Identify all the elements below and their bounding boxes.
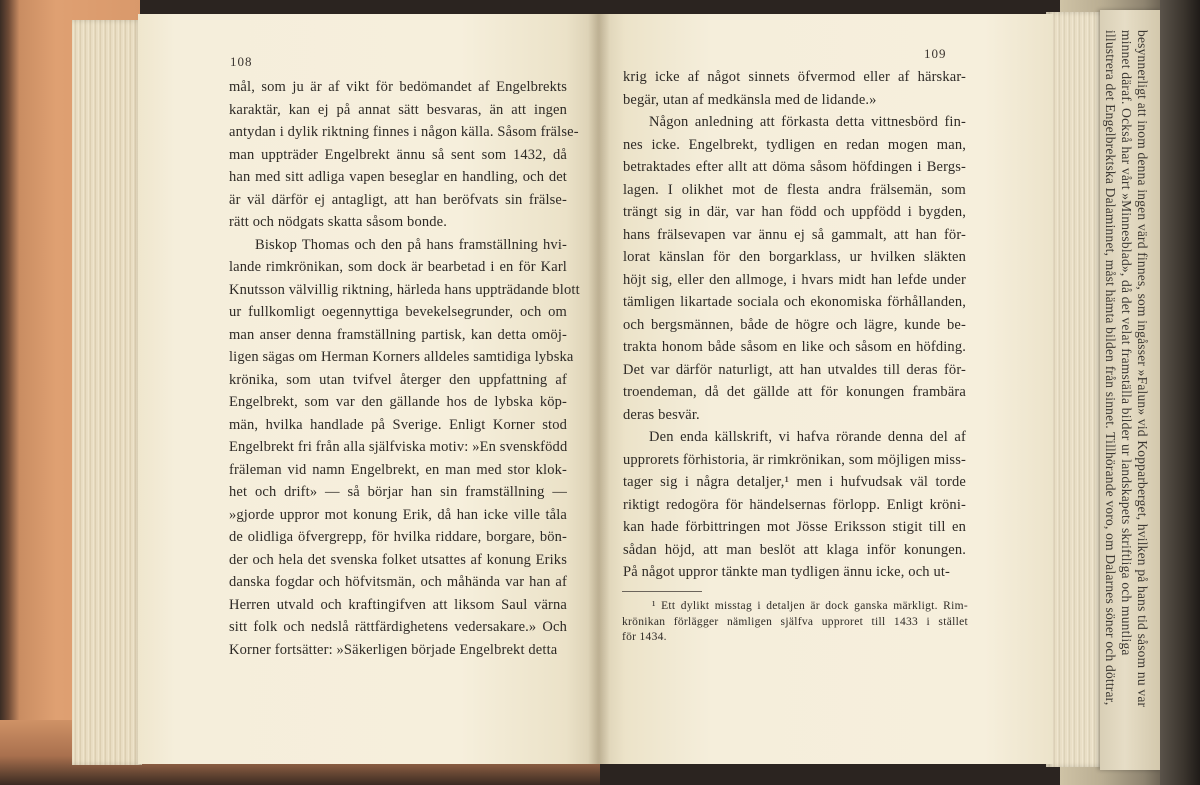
book-spine-right xyxy=(1160,0,1200,785)
inserted-sheet-line: minnet däraf. Också har vårt »Minnesblad», då det velat framställa bilder ur landskapets skriftliga och muntliga xyxy=(1119,30,1134,656)
text-line: hans frälsevapen var ännu ej så gammalt, att han för- xyxy=(623,226,966,243)
left-page-body xyxy=(229,76,580,661)
text-line: är väl därför ej antagligt, att han beröfvats sin frälse- xyxy=(229,191,567,208)
inserted-sheet-text xyxy=(1102,30,1150,750)
text-line: På något uppror tänkte man tydligen ännu icke, och ut- xyxy=(623,564,951,580)
text-line: tämligen likartade sociala och ekonomiska förhållanden, xyxy=(623,294,966,310)
text-line: Korner fortsätter: »Säkerligen började Engelbrekt detta xyxy=(229,641,558,658)
footnote xyxy=(622,599,968,646)
inserted-sheet xyxy=(1100,10,1162,770)
text-line: man anser denna framställning partisk, kan detta omöj- xyxy=(229,326,567,343)
inserted-sheet-line: besynnerligt att inom denna ingen värd finnes, som ingåsser »Falun» vid Kopparberget, hvilken på hans tid såsom nu var xyxy=(1135,30,1150,708)
text-line: män, hvilka handlade på Sverige. Enligt Korner stod xyxy=(229,416,567,433)
text-line: han med sitt adliga vapen beseglar en handling, och det xyxy=(229,169,567,185)
text-line: ur fullkomligt oegennyttiga bevekelsegrunder, och om xyxy=(229,304,567,320)
text-line: Engelbrekt, som var den gällande hos de lybska köp- xyxy=(229,394,567,410)
footnote-line: för 1434. xyxy=(622,631,667,643)
text-line: trängt sig in där, var han född och uppfödd i bygden, xyxy=(623,204,966,220)
text-line: karaktär, kan ej på annat sätt besvaras, än att ingen xyxy=(229,101,567,118)
text-line: fräleman vid namn Engelbrekt, en man med stor klok- xyxy=(229,461,567,478)
text-line: riktigt redogöra för händelsernas förlopp. Enligt kröni- xyxy=(623,496,966,513)
text-line: Knutsson välvillig riktning, härleda hans uppträdande blott xyxy=(229,281,580,298)
left-page-number: 108 xyxy=(230,54,253,69)
book-gutter xyxy=(588,14,610,764)
text-line: Herren utvald och kraftingifven att liksom Saul värna xyxy=(229,596,567,613)
text-line: lorat känslan för den borgarklass, ur hvilken släkten xyxy=(623,249,966,265)
text-line: tager sig i några detaljer,¹ men i hufvudsak väl torde xyxy=(623,474,966,490)
footnote-line: ¹ Ett dylikt misstag i detaljen är dock ganska märkligt. Rim- xyxy=(652,600,968,612)
text-line: Engelbrekt fri från alla själfviska motiv: »En svenskfödd xyxy=(229,439,568,455)
inserted-sheet-line: illustrera det Engelbrektska Dalaminnet, måst hämta bilden från sinnet. Tillhörande voro, om Dalarnes söner och döttrar, xyxy=(1103,30,1118,706)
text-line: och bergsmännen, både de högre och lägre, kunde be- xyxy=(623,316,966,333)
text-line: betraktades efter allt att döma såsom höfdingen i Bergs- xyxy=(623,159,966,175)
text-line: deras besvär. xyxy=(623,406,700,423)
text-line: sitt folk och nedslå rättfärdighetens vedersakare.» Och xyxy=(229,619,567,635)
text-line: ligen sägas om Herman Korners alldeles samtidiga lybska xyxy=(229,349,574,365)
text-line: troendeman, då det gällde att för konungen frambära xyxy=(623,384,966,400)
text-line: danska fogdar och höfvitsmän, och måhända var han af xyxy=(229,574,567,590)
text-line: begär, utan af medkänsla med de lidande.» xyxy=(623,91,877,108)
text-line: mål, som ju är af vikt för bedömandet af Engelbrekts xyxy=(229,79,567,95)
footnote-rule xyxy=(622,591,702,592)
text-line: Den enda källskrift, vi hafva rörande denna del af xyxy=(649,429,966,445)
text-line: Det var därför naturligt, att han utvaldes till deras för- xyxy=(623,361,966,378)
text-line: antydan i dylik riktning finnes i någon källa. Såsom frälse- xyxy=(229,124,579,140)
footnote-line: krönikan förlägger nämligen själfva upproret till 1433 i stället xyxy=(622,615,968,628)
text-line: Någon anledning att förkasta detta vittnesbörd fin- xyxy=(649,114,966,130)
text-line: der och hela det svenska folket utsattes af konung Eriks xyxy=(229,551,567,568)
text-line: trakta honom både såsom en like och såsom en höfding. xyxy=(623,339,966,355)
text-line: lagen. I olikhet mot de flesta andra frälsemän, som xyxy=(623,181,966,198)
text-line: Biskop Thomas och den på hans framställning hvi- xyxy=(255,236,567,253)
text-line: lande rimkrönikan, som dock är bearbetad i en för Karl xyxy=(229,259,567,275)
text-line: kan hade förbittringen mot Jösse Eriksson stigit till en xyxy=(623,519,966,535)
text-line: sådan höjd, att man beslöt att klaga inför konungen. xyxy=(623,541,966,558)
text-line: de olidliga öfvergrepp, för hvilka riddare, borgare, bön- xyxy=(229,529,567,545)
text-line: krig icke af något sinnets öfvermod eller af härskar- xyxy=(623,69,966,85)
text-line: rätt och nödgats skatta såsom bonde. xyxy=(229,214,448,230)
text-line: het och drift» — så börjar han sin framställning — xyxy=(229,484,567,500)
text-line: höjt sig, eller den allmoge, i hvars midt han lefde under xyxy=(623,271,966,288)
text-line: »gjorde uppror mot konung Erik, då han icke ville tåla xyxy=(229,506,567,523)
text-line: nes icke. Engelbrekt, tydligen en redan mogen man, xyxy=(623,136,966,153)
right-page-body xyxy=(623,66,966,584)
text-line: man uppträder Engelbrekt ännu så sent som 1432, då xyxy=(229,146,567,163)
text-line: upprorets förhistoria, är rimkrönikan, som möjligen miss- xyxy=(623,451,966,468)
right-page-number: 109 xyxy=(924,46,947,61)
text-line: krönika, som utan tvifvel återger den uppfattning af xyxy=(229,371,567,388)
page-edges-left xyxy=(72,20,142,765)
